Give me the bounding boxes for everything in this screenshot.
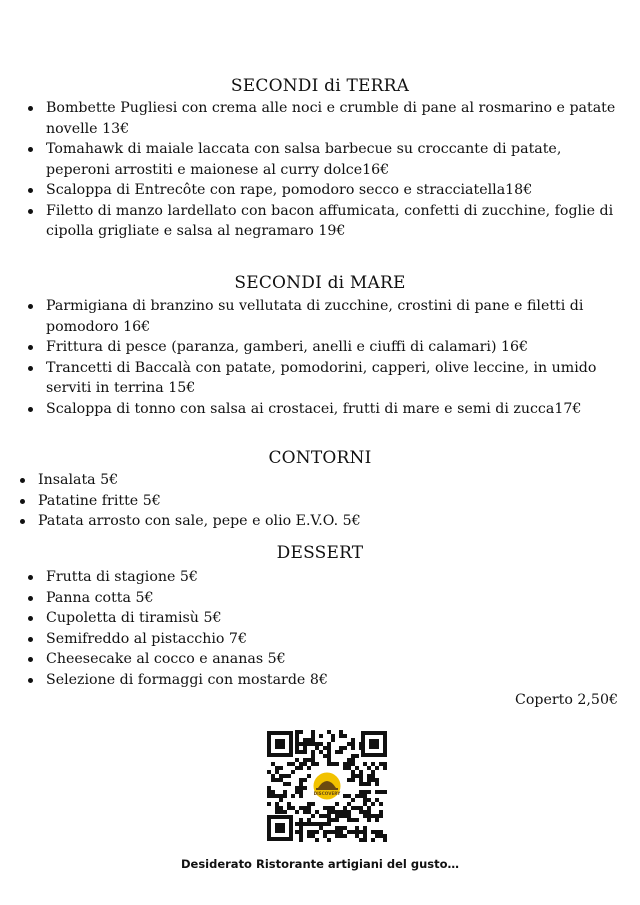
menu-item: Cupoletta di tiramisù 5€ — [26, 608, 586, 629]
menu-item: Filetto di manzo lardellato con bacon affumicata, confetti di zucchine, foglie di cipolla grigliate e salsa al negramaro 19€ — [26, 201, 616, 242]
menu-item: Scaloppa di tonno con salsa ai crostacei, frutti di mare e semi di zucca17€ — [26, 399, 616, 420]
menu-item: Frittura di pesce (paranza, gamberi, anelli e ciuffi di calamari) 16€ — [26, 337, 616, 358]
menu-item: Tomahawk di maiale laccata con salsa barbecue su croccante di patate, peperoni arrostiti e maionese al curry dolce16€ — [26, 139, 616, 180]
list-contorni — [18, 470, 578, 532]
list-dessert — [26, 567, 586, 690]
coperto-price: Coperto 2,50€ — [514, 692, 618, 708]
qr-code[interactable] — [266, 730, 388, 842]
menu-item: Trancetti di Baccalà con patate, pomodorini, capperi, olive leccine, in umido serviti in terrina 15€ — [26, 358, 616, 399]
footer-text: Desiderato Ristorante artigiani del gusto… — [180, 857, 460, 871]
menu-item: Cheesecake al cocco e ananas 5€ — [26, 649, 586, 670]
list-terra — [26, 98, 616, 242]
list-mare — [26, 296, 616, 419]
menu-item: Patatine fritte 5€ — [18, 491, 578, 512]
menu-item: Parmigiana di branzino su vellutata di zucchine, crostini di pane e filetti di pomodoro 16€ — [26, 296, 616, 337]
menu-item: Selezione di formaggi con mostarde 8€ — [26, 670, 586, 691]
title-mare: SECONDI di MARE — [234, 273, 406, 293]
menu-item: Panna cotta 5€ — [26, 588, 586, 609]
menu-item: Frutta di stagione 5€ — [26, 567, 586, 588]
menu-item: Patata arrosto con sale, pepe e olio E.V.O. 5€ — [18, 511, 578, 532]
menu-item: Bombette Pugliesi con crema alle noci e crumble di pane al rosmarino e patate novelle 13€ — [26, 98, 616, 139]
menu-item: Semifreddo al pistacchio 7€ — [26, 629, 586, 650]
title-terra: SECONDI di TERRA — [230, 76, 410, 96]
menu-item: Scaloppa di Entrecôte con rape, pomodoro secco e stracciatella18€ — [26, 180, 616, 201]
title-contorni: CONTORNI — [268, 448, 372, 468]
menu-item: Insalata 5€ — [18, 470, 578, 491]
title-dessert: DESSERT — [276, 543, 364, 563]
qr-logo-text: DISCOVERY — [313, 791, 341, 796]
